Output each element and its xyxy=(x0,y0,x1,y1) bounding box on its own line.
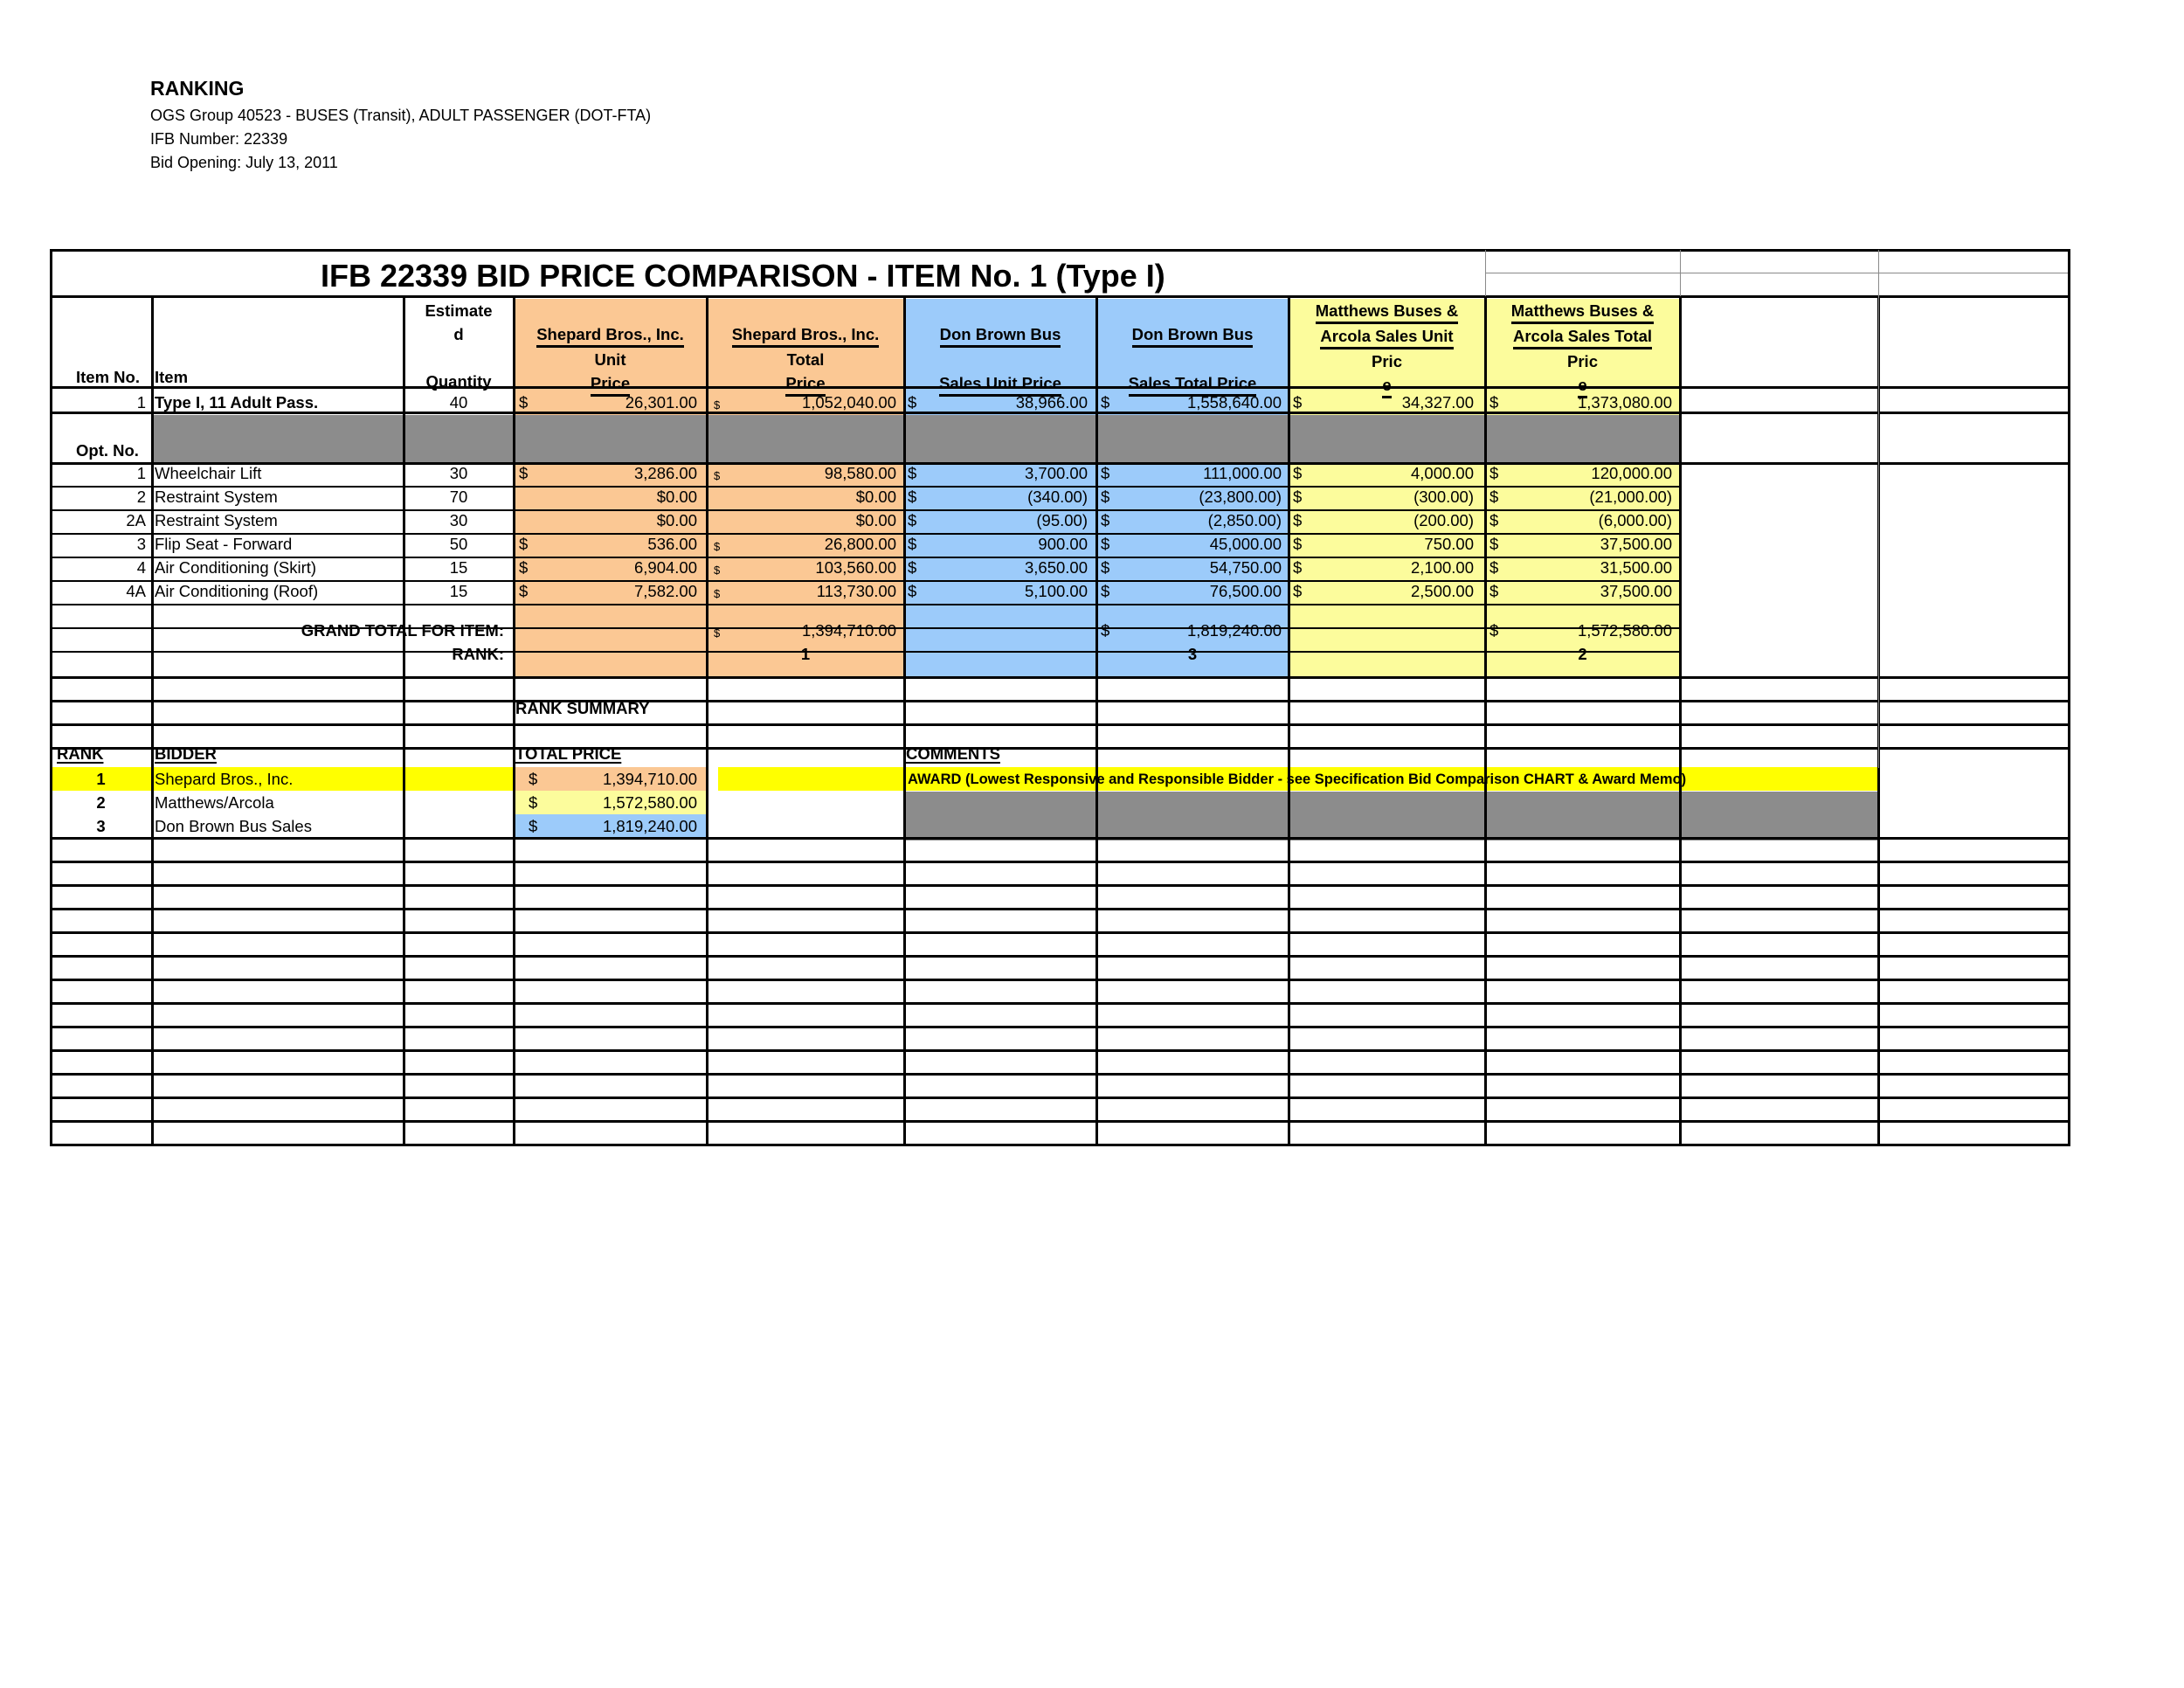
main-item-value-1: 1,052,040.00 xyxy=(801,393,896,412)
option-5-dollar-4: $ xyxy=(1293,582,1303,600)
option-1-value-1: $0.00 xyxy=(855,488,896,506)
option-no: 2 xyxy=(136,488,146,506)
option-0-dollar-0: $ xyxy=(519,464,529,482)
grid-hline xyxy=(50,908,2070,910)
option-2-dollar-2: $ xyxy=(908,511,917,529)
option-0-value-1: 98,580.00 xyxy=(824,464,896,482)
main-item-dollar-0: $ xyxy=(519,393,529,412)
grid-vline xyxy=(903,296,906,1145)
summary-bidder: Matthews/Arcola xyxy=(155,793,274,812)
grid-hline xyxy=(50,700,2070,702)
summary-col-total: TOTAL PRICE xyxy=(515,744,622,763)
option-5-value-4: 2,500.00 xyxy=(1410,582,1474,600)
summary-dollar: $ xyxy=(529,817,538,835)
option-qty: 30 xyxy=(449,464,468,482)
grid-hline xyxy=(50,723,2070,726)
option-5-value-3: 76,500.00 xyxy=(1209,582,1282,600)
option-2-value-3: (2,850.00) xyxy=(1207,511,1282,529)
option-2-value-5: (6,000.00) xyxy=(1598,511,1672,529)
option-item: Flip Seat - Forward xyxy=(155,535,293,553)
shepard-unit-line-3: Price xyxy=(591,373,630,397)
option-3-value-1: 26,800.00 xyxy=(824,535,896,553)
rank-shepard: 1 xyxy=(800,645,811,663)
option-3-dollar-3: $ xyxy=(1101,535,1110,553)
col-header-item: Item xyxy=(155,368,189,386)
option-5-dollar-1: $ xyxy=(714,587,721,600)
grid-vline xyxy=(706,296,708,1145)
option-4-dollar-3: $ xyxy=(1101,558,1110,577)
option-2-dollar-5: $ xyxy=(1489,511,1499,529)
matthews-unit-line-3: Pric xyxy=(1372,352,1402,370)
option-1-dollar-4: $ xyxy=(1293,488,1303,506)
option-item: Air Conditioning (Skirt) xyxy=(155,558,317,577)
option-item: Restraint System xyxy=(155,511,278,529)
grid-vline xyxy=(513,296,515,1145)
grid-hline xyxy=(50,931,2070,934)
grand-total-value: 1,819,240.00 xyxy=(1186,621,1282,640)
option-1-dollar-3: $ xyxy=(1101,488,1110,506)
matthews-total-line-3: Pric xyxy=(1567,352,1598,370)
option-0-value-5: 120,000.00 xyxy=(1591,464,1672,482)
col-header-shepard-unit xyxy=(514,322,707,397)
option-no: 4A xyxy=(126,582,146,600)
grid-hline xyxy=(50,1026,2070,1028)
opt-no-label: Opt. No. xyxy=(76,441,139,460)
option-item: Air Conditioning (Roof) xyxy=(155,582,319,600)
option-0-value-3: 111,000.00 xyxy=(1203,464,1282,482)
option-qty: 70 xyxy=(449,488,468,506)
main-item-value-3: 1,558,640.00 xyxy=(1186,393,1282,412)
option-3-dollar-0: $ xyxy=(519,535,529,553)
option-gray-band xyxy=(152,415,1680,463)
shepard-total-line-3: Price xyxy=(785,373,825,397)
summary-dollar: $ xyxy=(529,770,538,788)
grid-hline xyxy=(50,1120,2070,1123)
grid-hline xyxy=(50,747,2070,750)
grid-hline xyxy=(50,249,2070,252)
option-0-value-2: 3,700.00 xyxy=(1024,464,1088,482)
option-1-value-2: (340.00) xyxy=(1027,488,1088,506)
grid-vline xyxy=(403,296,405,1145)
col-header-matthews-unit xyxy=(1289,299,1485,398)
summary-total: 1,819,240.00 xyxy=(602,817,697,835)
option-4-dollar-1: $ xyxy=(714,564,721,577)
col-header-quantity-line-3: Quantity xyxy=(425,372,492,391)
grid-hline xyxy=(50,676,2070,679)
matthews-total-line-2: Arcola Sales Total xyxy=(1513,326,1652,349)
summary-rank: 2 xyxy=(96,793,106,812)
option-4-value-4: 2,100.00 xyxy=(1410,558,1474,577)
option-0-dollar-4: $ xyxy=(1293,464,1303,482)
option-2-value-2: (95.00) xyxy=(1036,511,1088,529)
summary-rank: 3 xyxy=(96,817,106,835)
grid-hline xyxy=(50,861,2070,863)
option-0-value-0: 3,286.00 xyxy=(633,464,697,482)
don-total-line-1: Don Brown Bus xyxy=(1132,324,1254,348)
main-item-value-2: 38,966.00 xyxy=(1015,393,1088,412)
option-qty: 15 xyxy=(449,582,468,600)
grid-hline xyxy=(50,1097,2070,1099)
option-item: Wheelchair Lift xyxy=(155,464,262,482)
grand-total-dollar: $ xyxy=(714,626,721,640)
option-3-dollar-5: $ xyxy=(1489,535,1499,553)
option-no: 3 xyxy=(136,535,146,553)
option-3-dollar-4: $ xyxy=(1293,535,1303,553)
grid-vline xyxy=(1679,296,1682,1145)
main-item-qty: 40 xyxy=(449,393,468,412)
grid-vline-right xyxy=(2068,250,2070,1145)
don-unit-line-2: Sales Unit Price xyxy=(939,373,1061,397)
main-item-dollar-5: $ xyxy=(1489,393,1499,412)
col-header-shepard-total xyxy=(707,322,904,397)
option-1-value-3: (23,800.00) xyxy=(1199,488,1282,506)
grid-hline xyxy=(50,1002,2070,1005)
option-1-value-4: (300.00) xyxy=(1413,488,1474,506)
col-header-quantity-line-1: Estimate xyxy=(425,301,493,320)
option-no: 2A xyxy=(126,511,146,529)
summary-col-comments: COMMENTS xyxy=(906,744,1000,763)
matthews-unit-line-1: Matthews Buses & xyxy=(1316,301,1458,324)
ifb-number-line: IFB Number: 22339 xyxy=(150,130,288,148)
don-unit-line-1: Don Brown Bus xyxy=(940,324,1061,348)
shepard-total-line-1: Shepard Bros., Inc. xyxy=(732,324,880,348)
option-3-value-3: 45,000.00 xyxy=(1209,535,1282,553)
option-5-dollar-0: $ xyxy=(519,582,529,600)
grid-hline xyxy=(50,1144,2070,1146)
option-0-dollar-2: $ xyxy=(908,464,917,482)
main-item-no: 1 xyxy=(136,393,146,412)
main-item-value-0: 26,301.00 xyxy=(625,393,697,412)
option-qty: 15 xyxy=(449,558,468,577)
grid-hline xyxy=(50,1049,2070,1052)
summary-bidder: Don Brown Bus Sales xyxy=(155,817,312,835)
bid-opening-line: Bid Opening: July 13, 2011 xyxy=(150,154,338,171)
option-4-dollar-0: $ xyxy=(519,558,529,577)
comments-gray-band xyxy=(904,792,1878,841)
grid-hline xyxy=(50,979,2070,981)
option-qty: 50 xyxy=(449,535,468,553)
option-5-value-0: 7,582.00 xyxy=(633,582,697,600)
option-3-value-4: 750.00 xyxy=(1424,535,1474,553)
option-no: 1 xyxy=(136,464,146,482)
main-item-dollar-1: $ xyxy=(714,398,721,412)
shepard-total-line-2: Total xyxy=(786,350,825,369)
grid-vline xyxy=(1095,296,1098,1145)
option-no: 4 xyxy=(136,558,146,577)
option-1-dollar-5: $ xyxy=(1489,488,1499,506)
option-3-dollar-1: $ xyxy=(714,540,721,553)
col-header-don-total xyxy=(1096,322,1289,397)
grid-hline xyxy=(50,884,2070,887)
matthews-unit-line-4: e xyxy=(1382,375,1391,398)
matthews-total-line-4: e xyxy=(1578,375,1586,398)
option-qty: 30 xyxy=(449,511,468,529)
option-2-dollar-4: $ xyxy=(1293,511,1303,529)
col-header-item-no: Item No. xyxy=(76,368,140,386)
rank-label: RANK: xyxy=(452,645,504,663)
grid-vline xyxy=(1484,296,1487,1145)
table-title: IFB 22339 BID PRICE COMPARISON - ITEM No. 1 (Type I) xyxy=(321,258,1165,294)
grand-total-dollar: $ xyxy=(1101,621,1110,640)
col-header-quantity xyxy=(404,299,514,393)
option-4-dollar-4: $ xyxy=(1293,558,1303,577)
option-0-dollar-3: $ xyxy=(1101,464,1110,482)
don-total-line-2: Sales Total Price xyxy=(1129,373,1257,397)
summary-col-rank: RANK xyxy=(57,744,104,763)
summary-rank: 1 xyxy=(96,770,106,788)
main-item-value-5: 1,373,080.00 xyxy=(1577,393,1672,412)
grid-hline xyxy=(50,295,2070,298)
option-0-value-4: 4,000.00 xyxy=(1410,464,1474,482)
option-3-value-2: 900.00 xyxy=(1038,535,1088,553)
option-2-value-0: $0.00 xyxy=(656,511,697,529)
page-header xyxy=(150,77,651,175)
main-item-dollar-3: $ xyxy=(1101,393,1110,412)
rank-don-brown: 3 xyxy=(1187,645,1198,663)
col-header-don-unit xyxy=(904,322,1096,397)
grid-vline-left xyxy=(50,250,52,1145)
option-5-value-5: 37,500.00 xyxy=(1600,582,1672,600)
grid-hline xyxy=(50,955,2070,958)
summary-col-bidder: BIDDER xyxy=(155,744,217,763)
main-item-dollar-2: $ xyxy=(908,393,917,412)
summary-dollar: $ xyxy=(529,793,538,812)
option-0-dollar-5: $ xyxy=(1489,464,1499,482)
option-4-value-0: 6,904.00 xyxy=(633,558,697,577)
group-line: OGS Group 40523 - BUSES (Transit), ADULT PASSENGER (DOT-FTA) xyxy=(150,107,652,124)
matthews-unit-line-2: Arcola Sales Unit xyxy=(1320,326,1453,349)
grid-vline-light xyxy=(1878,296,1879,768)
grid-hline xyxy=(50,837,2070,840)
grand-total-value: 1,572,580.00 xyxy=(1577,621,1672,640)
grand-total-label: GRAND TOTAL FOR ITEM: xyxy=(301,621,504,640)
option-5-value-2: 5,100.00 xyxy=(1024,582,1088,600)
option-5-dollar-2: $ xyxy=(908,582,917,600)
matthews-total-line-1: Matthews Buses & xyxy=(1511,301,1654,324)
option-4-value-3: 54,750.00 xyxy=(1209,558,1282,577)
main-item-value-4: 34,327.00 xyxy=(1401,393,1474,412)
col-header-quantity-line-2: d xyxy=(453,325,464,343)
option-4-dollar-2: $ xyxy=(908,558,917,577)
award-comment: AWARD (Lowest Responsive and Responsible Bidder - see Specification Bid Comparison CHART & Award Memo) xyxy=(908,771,1687,787)
main-item-name: Type I, 11 Adult Pass. xyxy=(155,393,319,412)
summary-total: 1,572,580.00 xyxy=(602,793,697,812)
grand-total-value: 1,394,710.00 xyxy=(801,621,896,640)
main-item-dollar-4: $ xyxy=(1293,393,1303,412)
option-2-value-4: (200.00) xyxy=(1413,511,1474,529)
option-3-value-5: 37,500.00 xyxy=(1600,535,1672,553)
option-3-dollar-2: $ xyxy=(908,535,917,553)
grid-vline xyxy=(151,296,154,1145)
bid-comparison-sheet xyxy=(50,250,2070,1139)
option-1-value-5: (21,000.00) xyxy=(1589,488,1672,506)
rank-matthews: 2 xyxy=(1578,645,1587,663)
option-4-value-1: 103,560.00 xyxy=(815,558,896,577)
option-4-dollar-5: $ xyxy=(1489,558,1499,577)
grid-vline xyxy=(1288,296,1290,1145)
option-2-dollar-3: $ xyxy=(1101,511,1110,529)
summary-bidder: Shepard Bros., Inc. xyxy=(155,770,294,788)
option-4-value-2: 3,650.00 xyxy=(1024,558,1088,577)
option-2-value-1: $0.00 xyxy=(855,511,896,529)
grid-hline-thin xyxy=(50,604,1680,605)
summary-total: 1,394,710.00 xyxy=(602,770,697,788)
option-5-dollar-5: $ xyxy=(1489,582,1499,600)
grand-total-dollar: $ xyxy=(1489,621,1499,640)
grid-hline xyxy=(50,1073,2070,1076)
option-1-dollar-2: $ xyxy=(908,488,917,506)
ranking-title: RANKING xyxy=(150,77,245,100)
option-3-value-0: 536.00 xyxy=(647,535,697,553)
option-4-value-5: 31,500.00 xyxy=(1600,558,1672,577)
option-1-value-0: $0.00 xyxy=(656,488,697,506)
option-5-dollar-3: $ xyxy=(1101,582,1110,600)
option-5-value-1: 113,730.00 xyxy=(816,582,896,600)
shepard-unit-line-2: Unit xyxy=(594,350,626,369)
option-item: Restraint System xyxy=(155,488,278,506)
rank-summary-title: RANK SUMMARY xyxy=(515,699,650,717)
shepard-unit-line-1: Shepard Bros., Inc. xyxy=(536,324,684,348)
col-header-matthews-total xyxy=(1485,299,1680,398)
option-0-dollar-1: $ xyxy=(714,469,721,482)
